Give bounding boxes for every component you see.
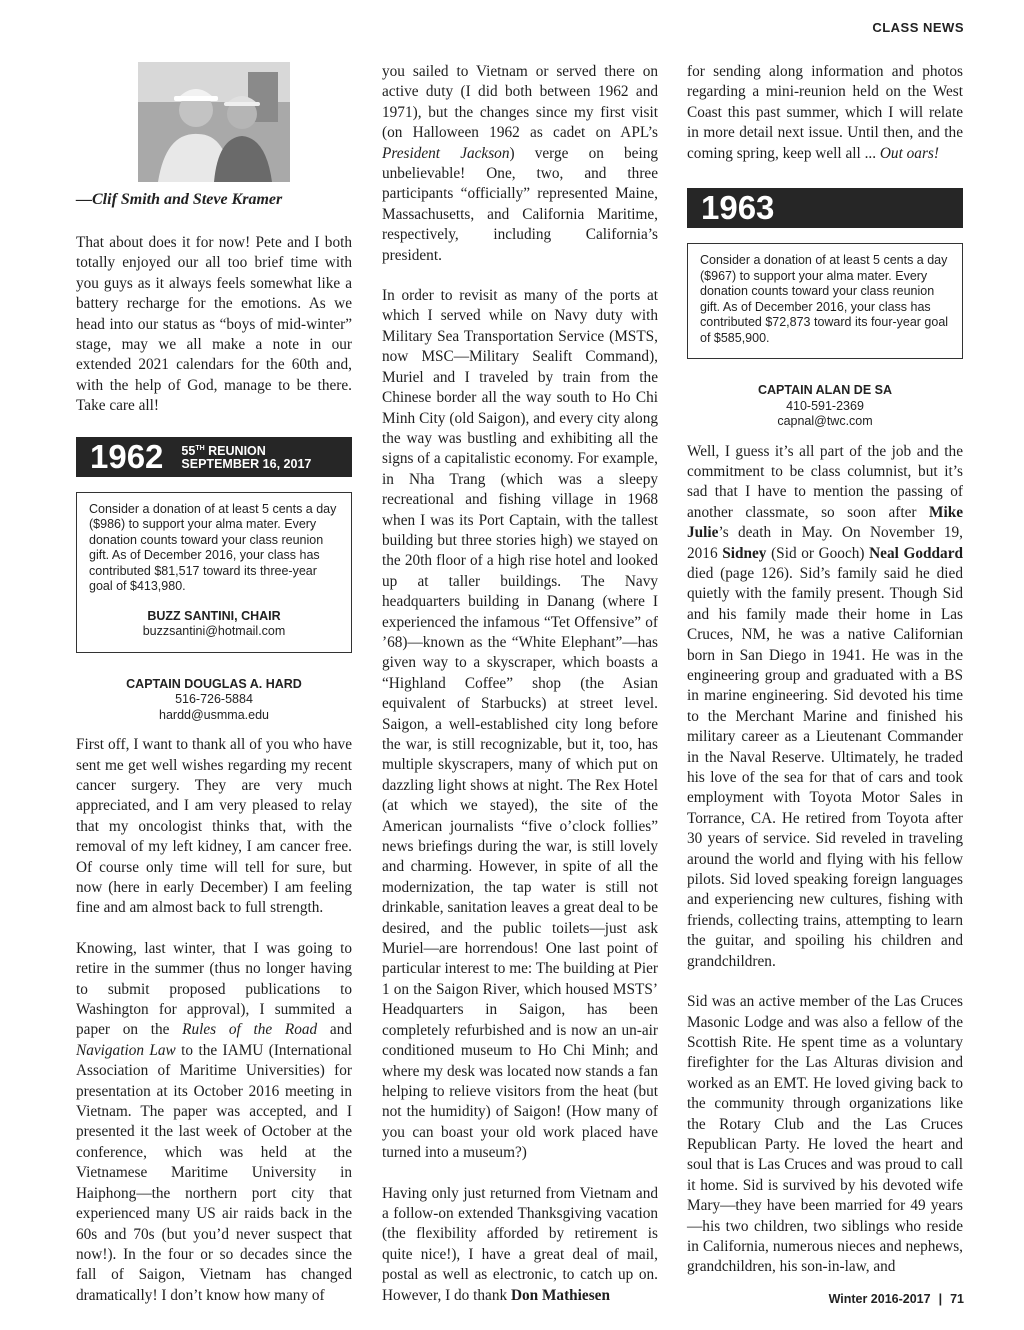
page-number: 71 [950, 1292, 964, 1306]
columnist-name: CAPTAIN DOUGLAS A. HARD [126, 676, 302, 691]
class-1963-banner [687, 188, 963, 228]
text-run: (Sid or Gooch) [766, 544, 870, 562]
class-year: 1962 [90, 437, 164, 475]
col3-paragraph-3: Sid was an active member of the Las Cruces Masonic Lodge and was also a fellow of the Scottish Rite. He spent time as a voluntary firefighter for the Las Alturas division and worked as an EMT. He loved giving back to the community through organizations like the Rotary Club and the Las Cruces Republican Party. He loved the heart and soul that is Las Cruces and was proud to call it home. Sid is survived by his devoted wife Mary—they have been married for 49 years—his two children, two siblings who reside in California, numerous nieces and nephews, grandchildren, his son-in-law, and [687, 993, 963, 1276]
footer-separator: | [938, 1292, 943, 1306]
italic-title: Rules of the Road [182, 1021, 318, 1039]
columnist-1962 [76, 677, 352, 724]
chair-email-link[interactable]: buzzsantini@hotmail.com [142, 624, 286, 639]
bold-name: Neal Goddard [869, 544, 963, 562]
class-1962-section [76, 437, 352, 724]
col3-paragraph-1 [687, 62, 963, 164]
donation-box-1962 [76, 492, 352, 653]
text-run: you sailed to Vietnam or served there on active duty (I did both between 1962 and 1971), but the changes since my first visit (on Halloween 1962 as cadet on APL’s [382, 63, 658, 142]
italic-ship-name: President Jackson [382, 144, 510, 162]
text-run: to the IAMU (International Association of Maritime Universities) for presentation at its October 2016 meeting in Vietnam. The paper was accepted, and I presented it the last week of October at the conference, which was held at the Vietnamese Maritime University in Haiphong—the northern port city that experienced many US air raids back in the 60s and 70s (but you’d never suspect that now!). In the four or so decades since the fall of Saigon, Vietnam has changed dramatically! I don’t know how many of [76, 1041, 352, 1304]
donation-box-1963 [687, 243, 963, 359]
classmates-photo [138, 62, 290, 182]
photo-illustration [138, 62, 290, 182]
text-run: ’s death in May. On November 19, 2016 [687, 524, 963, 562]
columnist-name: CAPTAIN ALAN DE SA [757, 383, 893, 398]
italic-signoff: Out oars! [879, 144, 939, 162]
reunion-date: SEPTEMBER 16, 2017 [181, 457, 312, 472]
reunion-label: REUNION [204, 444, 266, 459]
col1-paragraph-3 [76, 939, 352, 1306]
col2-paragraph-3 [382, 1184, 658, 1306]
column-2 [382, 62, 658, 1306]
class-1963-section [687, 188, 963, 430]
donation-text: Consider a donation of at least 5 cents a day ($986) to support your alma mater. Every donation counts toward your class reunion gift. As of December 2016, your class has contributed $81,517 toward its three-year goal of $413,980. [89, 501, 337, 594]
column-3 [687, 62, 963, 1278]
text-run: and [317, 1021, 352, 1039]
text-run: Well, I guess it’s all part of the job and the commitment to be class columnist, but it’s sad that I have to mention the passing of another classmate, so soon after [687, 442, 963, 521]
text-run: ) verge on being unbelievable! One, two, and three participants “officially” represented Maine, Massachusetts, and California Maritime, respectively, including California’s president. [382, 144, 658, 264]
text-run: died (page 126). Sid’s family said he died quietly with the family present. Though Sid and his family made their home in Las Cruces, NM, he was a native Californian born in San Diego in 1941. He was in the engineering group and graduated with a BS in marine engineering. Sid devoted his time to the Merchant Marine and finished his military career as a Lieutenant Commander in the Naval Reserve. Ultimately, he traded his love of the sea for that of cars and took employment with Toyota Motor Sales in Torrance, CA. He retired from Toyota after 30 years of service. Sid reveled in traveling around the world and flying with his fellow pilots. Sid loved speaking foreign languages and experiencing new cultures, fishing with friends, collecting trains, attempting to learn the guitar, and spoiling his children and grandchildren. [687, 564, 963, 970]
text-run: Having only just returned from Vietnam and a follow-on extended Thanksgiving vacation (the flexibility afforded by retirement is quite nice!), I have a great deal of mail, postal as well as electronic, to catch up on. However, I do thank [382, 1184, 658, 1304]
bold-name: Sidney [722, 544, 767, 562]
section-label: CLASS NEWS [872, 20, 964, 35]
chair-name: BUZZ SANTINI, CHAIR [147, 608, 281, 623]
col2-paragraph-1 [382, 62, 658, 266]
class-chair [89, 609, 339, 640]
bold-name: Don Mathiesen [510, 1286, 610, 1304]
class-1962-banner [76, 437, 352, 477]
columnist-1963 [687, 383, 963, 430]
col1-paragraph-1: That about does it for now! Pete and I both totally enjoyed our all too brief time with you guys as it always feels somewhat like a battery recharge for the emotions. As we head into our status as “boys of mid-winter” stage, may we all make a note in our extended 2021 calendars for the 60th and, with the help of God, manage to be there. Take care all! [76, 234, 352, 415]
text-run: for sending along information and photos regarding a mini-reunion held on the West Coast this past summer, which I will relate in more detail next issue. Until then, and the coming spring, keep well all ... [687, 63, 963, 162]
columnist-email-link[interactable]: capnal@twc.com [777, 414, 873, 429]
col1-paragraph-2: First off, I want to thank all of you who have sent me get well wishes regarding my recent cancer surgery. They are very much appreciated, and I am very pleased to relay that my oncologist thinks that, with the removal of my left kidney, I am cancer free. Of course only time will tell for sure, but now (here in early December) I am feeling fine and am almost back to full strength. [76, 736, 352, 917]
photo-caption: —Clif Smith and Steve Kramer [76, 191, 283, 208]
issue-label: Winter 2016-2017 [828, 1292, 931, 1306]
italic-title: Navigation Law [76, 1041, 176, 1059]
col3-paragraph-2 [687, 442, 963, 973]
page-footer [829, 1292, 964, 1306]
text-run: Knowing, last winter, that I was going to retire in the summer (thus no longer having to submit proposed publications to Washington for approval), I summited a paper on the [76, 939, 352, 1039]
columnist-email-link[interactable]: hardd@usmma.edu [159, 707, 269, 722]
bold-name: Mike Julie [687, 503, 963, 542]
reunion-info [181, 442, 311, 471]
donation-text: Consider a donation of at least 5 cents a day ($967) to support your alma mater. Every donation counts toward your class reunion gift. As of December 2016, your class has contributed $72,873 toward its four-year goal of $585,900. [700, 253, 949, 345]
columnist-phone: 410-591-2369 [786, 398, 864, 413]
reunion-ordinal: TH [195, 445, 205, 453]
column-1 [76, 62, 352, 1306]
reunion-number: 55 [181, 444, 196, 459]
col2-paragraph-2: In order to revisit as many of the ports at which I served while on Navy duty with Military Sea Transportation Service (MSTS, now MSC—Military Sealift Command), Muriel and I traveled by train from the Chinese border all the way south to Ho Chi Minh City (old Saigon), and every city along the way was bustling and exhibiting all the signs of a capitalistic economy. For example, in Nha Trang (which was a sleepy recreational and fishing village in 1968 when I was its Port Captain, with the tallest building but three stories high) we stayed on the 20th floor of a high rise hotel and looked up at taller buildings. The Navy headquarters building in Danang (where I experienced the infamous “Tet Offensive” of ’68)—known as the “White Elephant”—has given way to a skyscraper, which boasts a “Highland Coffee” shop (the Asian equivalent of Starbucks) at street level. Saigon, a well-established city long before the war, is still recognizable, but it, too, has multiple skyscrapers, many of which put on dazzling light shows at night. The Rex Hotel (at which we stayed), the site of the American journalists “five o’clock follies” news briefings during the war, is still lovely and charming. However, in spite of all the modernization, the tap water is still not drinkable, sanitation leaves a great deal to be desired, and the public toilets—just ask Muriel—are horrendous! One last point of particular interest to me: The building at Pier 1 on the Saigon River, which housed MSTS’ Headquarters in Saigon, has been completely refurbished and is now an un-air conditioned museum to Ho Chi Minh; and where my desk was located now stands a fan helping to relieve visitors from the heat (but not the humidity) of Saigon! (How many of you can boast your old work placed have turned into a museum?) [382, 287, 658, 1162]
columnist-phone: 516-726-5884 [175, 692, 253, 707]
class-year: 1963 [701, 189, 775, 227]
